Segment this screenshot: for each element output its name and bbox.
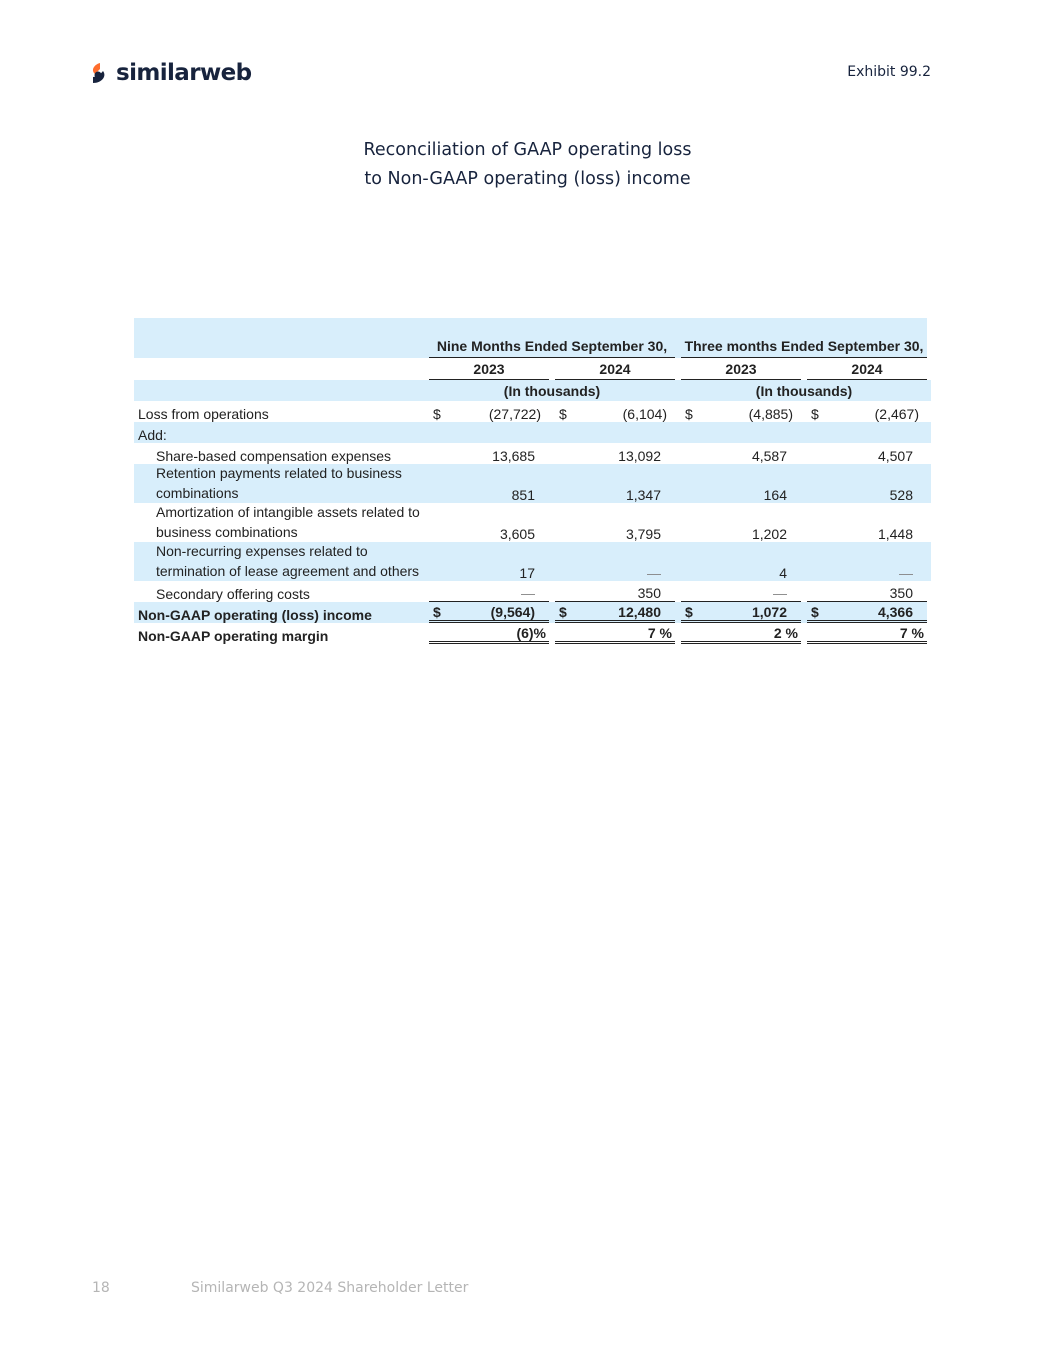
currency-symbol: $ <box>429 602 451 623</box>
similarweb-logo-icon <box>89 62 109 84</box>
cell-value: 12,480 <box>618 604 661 620</box>
table-row <box>134 401 931 422</box>
cell-value: 164 <box>763 487 787 503</box>
cell-value: 2 % <box>773 625 798 641</box>
table-row-total <box>134 623 931 644</box>
cell-value: 350 <box>889 585 913 601</box>
table-row <box>134 542 931 581</box>
year-header: 2023 <box>429 358 549 380</box>
table-row <box>134 464 931 503</box>
cell-value: 13,685 <box>492 448 535 464</box>
currency-symbol: $ <box>681 602 703 623</box>
row-label: Secondary offering costs <box>156 586 310 602</box>
exhibit-label: Exhibit 99.2 <box>847 64 931 80</box>
cell-value: (27,722) <box>488 406 541 422</box>
currency-symbol: $ <box>807 602 829 623</box>
cell-value: 1,202 <box>751 526 787 542</box>
cell-value: (2,467) <box>874 406 919 422</box>
currency-symbol: $ <box>433 406 441 422</box>
cell-value: 4,366 <box>877 604 913 620</box>
cell-value: (4,885) <box>748 406 793 422</box>
cell-value: 7 % <box>647 625 672 641</box>
currency-symbol: $ <box>685 406 693 422</box>
table-header-units <box>134 380 931 401</box>
cell-value: — <box>647 565 661 581</box>
currency-symbol: $ <box>811 406 819 422</box>
currency-symbol: $ <box>555 602 577 623</box>
cell-value: 528 <box>889 487 913 503</box>
row-label: Non-recurring expenses related to termination of lease agreement and others <box>134 542 423 581</box>
table-row <box>134 422 931 443</box>
table-header-periods <box>134 318 931 358</box>
cell-value: — <box>773 585 787 601</box>
table-header-years <box>134 358 931 380</box>
footer-document-title: Similarweb Q3 2024 Shareholder Letter <box>191 1280 469 1296</box>
units-label: (In thousands) <box>429 380 675 401</box>
title-line-2: to Non-GAAP operating (loss) income <box>364 169 691 189</box>
year-header: 2024 <box>555 358 675 380</box>
period-header-three-months: Three months Ended September 30, <box>681 318 927 358</box>
cell-value: 851 <box>511 487 535 503</box>
year-header: 2024 <box>807 358 927 380</box>
row-label: Non-GAAP operating (loss) income <box>134 602 423 623</box>
cell-value: 17 <box>519 565 535 581</box>
cell-value: 4,507 <box>877 448 913 464</box>
row-label: Retention payments related to business combinations <box>134 464 423 503</box>
cell-value: 1,347 <box>625 487 661 503</box>
units-label: (In thousands) <box>681 380 927 401</box>
table-row <box>134 503 931 542</box>
reconciliation-table <box>134 318 931 644</box>
logo-wordmark: similarweb <box>116 60 252 86</box>
cell-value: 350 <box>637 585 661 601</box>
table-row-total <box>134 602 931 623</box>
cell-value: (9,564) <box>490 604 535 620</box>
table-row <box>134 443 931 464</box>
cell-value: 7 % <box>899 625 924 641</box>
cell-value: 1,072 <box>751 604 787 620</box>
title-line-1: Reconciliation of GAAP operating loss <box>363 140 692 160</box>
cell-value: (6)% <box>516 625 546 641</box>
row-label: Add: <box>134 422 423 443</box>
cell-value: 4 <box>779 565 787 581</box>
period-header-nine-months: Nine Months Ended September 30, <box>429 318 675 358</box>
row-label: Share-based compensation expenses <box>156 448 392 464</box>
row-label: Loss from operations <box>138 406 269 422</box>
page-number: 18 <box>92 1280 110 1296</box>
cell-value: (6,104) <box>622 406 667 422</box>
row-label: Non-GAAP operating margin <box>138 628 329 644</box>
cell-value: 4,587 <box>751 448 787 464</box>
cell-value: 3,605 <box>499 526 535 542</box>
cell-value: — <box>899 565 913 581</box>
row-label: Amortization of intangible assets related to business combinations <box>156 504 420 540</box>
year-header: 2023 <box>681 358 801 380</box>
cell-value: 13,092 <box>618 448 661 464</box>
cell-value: 1,448 <box>877 526 913 542</box>
page-title <box>0 136 1055 194</box>
table-row <box>134 581 931 602</box>
cell-value: 3,795 <box>625 526 661 542</box>
cell-value: — <box>521 585 535 601</box>
currency-symbol: $ <box>559 406 567 422</box>
company-logo <box>89 60 251 86</box>
